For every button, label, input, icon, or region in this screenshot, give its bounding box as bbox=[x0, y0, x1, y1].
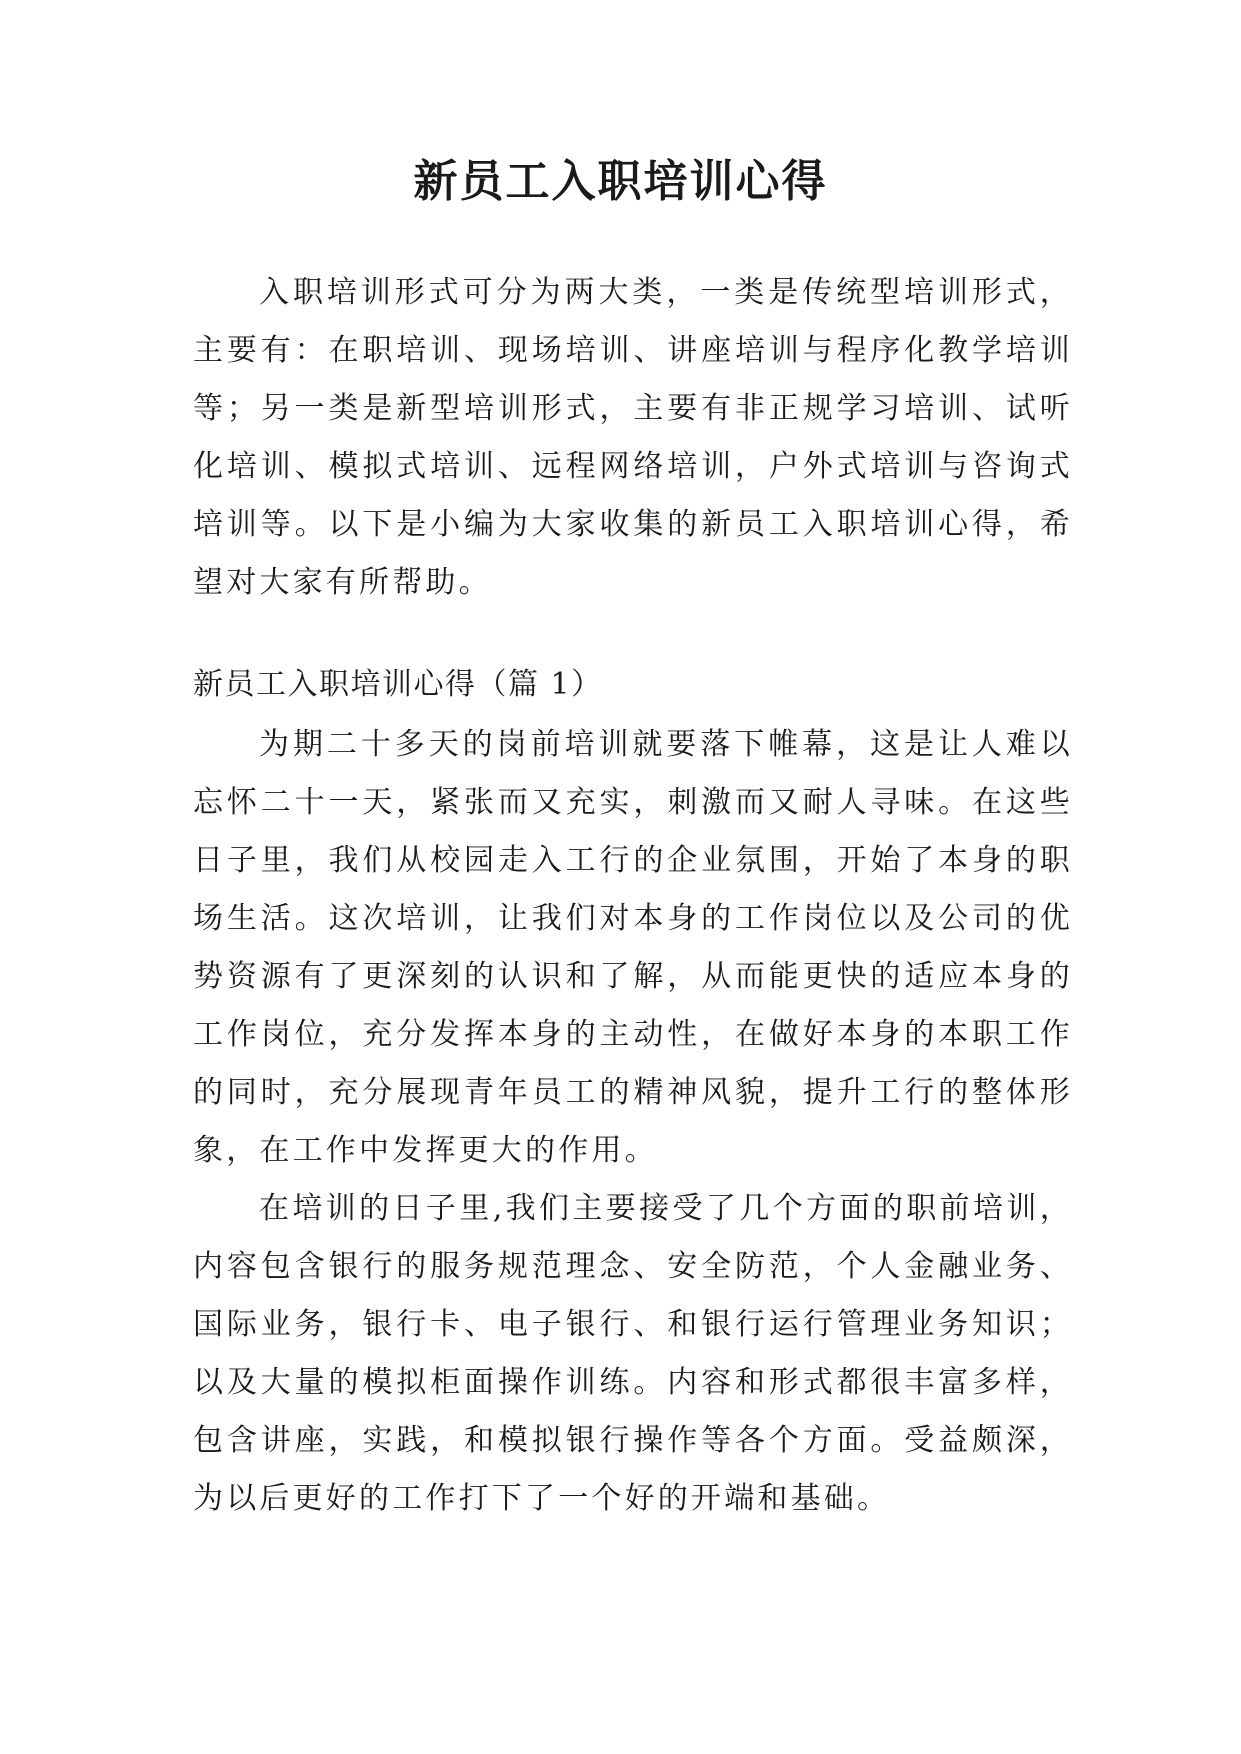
document-body bbox=[193, 264, 1073, 1528]
body-paragraph-2: 在培训的日子里,我们主要接受了几个方面的职前培训，内容包含银行的服务规范理念、安全防范，个人金融业务、国际业务，银行卡、电子银行、和银行运行管理业务知识；以及大量的模拟柜面操作训练。内容和形式都很丰富多样，包含讲座，实践，和模拟银行操作等各个方面。受益颇深，为以后更好的工作打下了一个好的开端和基础。 bbox=[193, 1191, 1073, 1516]
body-paragraph-1: 为期二十多天的岗前培训就要落下帷幕，这是让人难以忘怀二十一天，紧张而又充实，刺激而又耐人寻味。在这些日子里，我们从校园走入工行的企业氛围，开始了本身的职场生活。这次培训，让我们对本身的工作岗位以及公司的优势资源有了更深刻的认识和了解，从而能更快的适应本身的工作岗位，充分发挥本身的主动性，在做好本身的本职工作的同时，充分展现青年员工的精神风貌，提升工行的整体形象，在工作中发挥更大的作用。 bbox=[193, 727, 1073, 1168]
section-heading: 新员工入职培训心得（篇 1） bbox=[193, 667, 603, 702]
document-title: 新员工入职培训心得 bbox=[413, 156, 828, 207]
intro-paragraph: 入职培训形式可分为两大类，一类是传统型培训形式，主要有：在职培训、现场培训、讲座培训与程序化教学培训等；另一类是新型培训形式，主要有非正规学习培训、试听化培训、模拟式培训、远程网络培训，户外式培训与咨询式培训等。以下是小编为大家收集的新员工入职培训心得，希望对大家有所帮助。 bbox=[193, 275, 1073, 600]
